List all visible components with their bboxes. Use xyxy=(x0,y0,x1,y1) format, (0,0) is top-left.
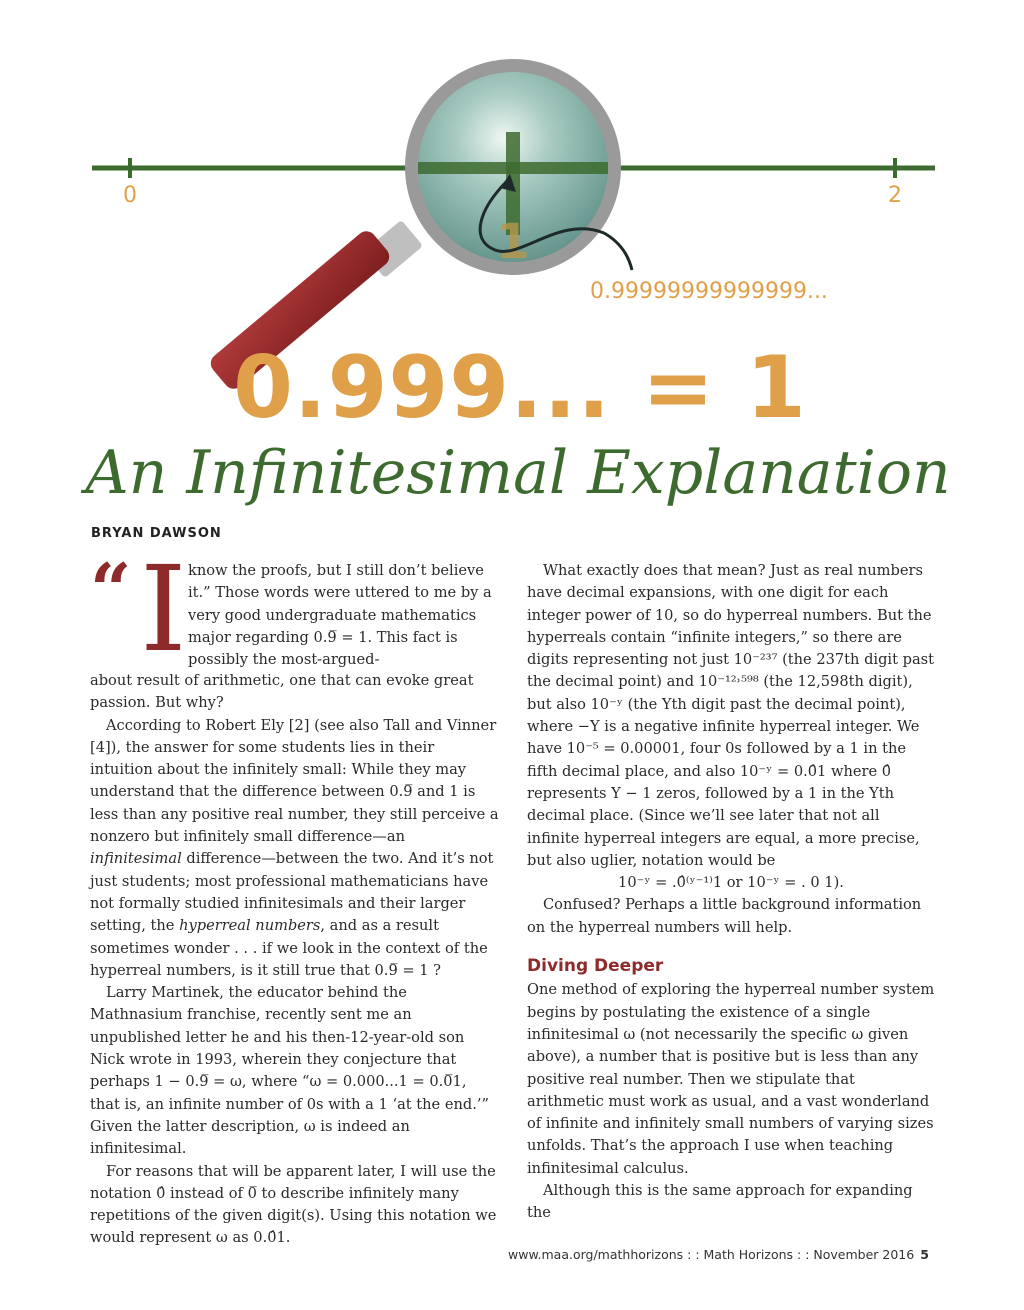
right-column xyxy=(527,560,935,1225)
tick-label-2: 2 xyxy=(888,183,902,208)
paragraph-2: According to Robert Ely [2] (see also Tall and Vinner [4]), the answer for some students lies in their intuition about the infinitely small: While they may understand that the difference between 0.9̅ and 1 is less than any positive real number, they still perceive a nonzero but infinitely small difference—an infinitesimal difference—between the two. And it’s not just students; most professional mathematicians have not formally studied infinitesimals and their larger setting, the hyperreal numbers, and as a result sometimes wonder . . . if we look in the context of the hyperreal numbers, is it still true that 0.9̅ = 1 ? xyxy=(90,716,499,979)
drop-cap: I xyxy=(140,540,187,678)
paragraph-1-rest: about result of arithmetic, one that can evoke great passion. But why? xyxy=(90,672,474,712)
paragraph-3: Larry Martinek, the educator behind the Mathnasium franchise, recently sent me an unpublished letter he and his then-12-year-old son Nick wrote in 1993, wherein they conjecture that perhaps 1 − 0.9̅ = ω, where “ω = 0.000...1 = 0.0̅1, that is, an infinite number of 0s with a 1 ‘at the end.’” Given the latter description, ω is indeed an infinitesimal. xyxy=(90,984,489,1158)
page-title: 0.999... = 1 xyxy=(233,338,807,438)
right-paragraph-1: What exactly does that mean? Just as real numbers have decimal expansions, with one digit for each integer power of 10, so do hyperreal numbers. But the hyperreals contain “infinite integers,” so there are digits representing not just 10⁻²³⁷ (the 237th digit past the decimal point) and 10⁻¹²˒⁵⁹⁸ (the 12,598th digit), but also 10⁻ʸ (the Yth digit past the decimal point), where −Y is a negative infinite hyperreal integer. We have 10⁻⁵ = 0.00001, four 0s followed by a 1 in the fifth decimal place, and also 10⁻ʸ = 0.0̂1 where 0̂ represents Y − 1 zeros, followed by a 1 in the Yth decimal place. (Since we’ll see later that not all infinite hyperreal integers are equal, a more precise, but also uglier, notation would be xyxy=(527,562,934,869)
right-paragraph-2: Confused? Perhaps a little background information on the hyperreal numbers will help. xyxy=(527,896,922,936)
section-heading: Diving Deeper xyxy=(527,956,664,977)
right-paragraph-3: One method of exploring the hyperreal number system begins by postulating the existence of a single infinitesimal ω (not necessarily the specific ω given above), a number that is positive but is less than any positive real number. Then we stipulate that arithmetic must work as usual, and a vast wonderland of infinite and infinitely small numbers of varying sizes unfolds. That’s the approach I use when teaching infinitesimal calculus. xyxy=(527,981,935,1177)
right-paragraph-4: Although this is the same approach for expanding the xyxy=(527,1182,913,1222)
tick-label-0: 0 xyxy=(123,183,137,208)
repeating-decimal-label: 0.99999999999999... xyxy=(590,279,828,304)
page-subtitle: An Infinitesimal Explanation xyxy=(85,438,951,508)
display-equation: 10⁻ʸ = .0̂⁽ʸ⁻¹⁾1 or 10⁻ʸ = . 0 1). xyxy=(618,874,844,892)
italic-term-2: hyperreal numbers xyxy=(179,917,321,935)
quote-mark: “ xyxy=(90,547,132,632)
left-column xyxy=(90,540,500,1250)
page-number: 5 xyxy=(920,1247,929,1262)
italic-term: infinitesimal xyxy=(90,850,182,868)
tick-label-1: 1 xyxy=(496,214,530,270)
paragraph-4: For reasons that will be apparent later, I will use the notation 0̂ instead of 0̅ to describe infinitely many repetitions of the given digit(s). Using this notation we would represent ω as 0.0̂1. xyxy=(90,1162,497,1247)
page-footer xyxy=(508,1247,929,1262)
opening-paragraph xyxy=(90,540,500,678)
magnifier-illustration xyxy=(0,0,1024,390)
dropcap-text: know the proofs, but I still don’t believe it.” Those words were uttered to me by a very good undergraduate mathematics major regarding 0.9̅ = 1. This fact is possibly the most-argued- xyxy=(188,562,492,669)
footer-text: www.maa.org/mathhorizons : : Math Horizons : : November 2016 xyxy=(508,1247,915,1262)
author-byline: BRYAN DAWSON xyxy=(91,526,222,541)
